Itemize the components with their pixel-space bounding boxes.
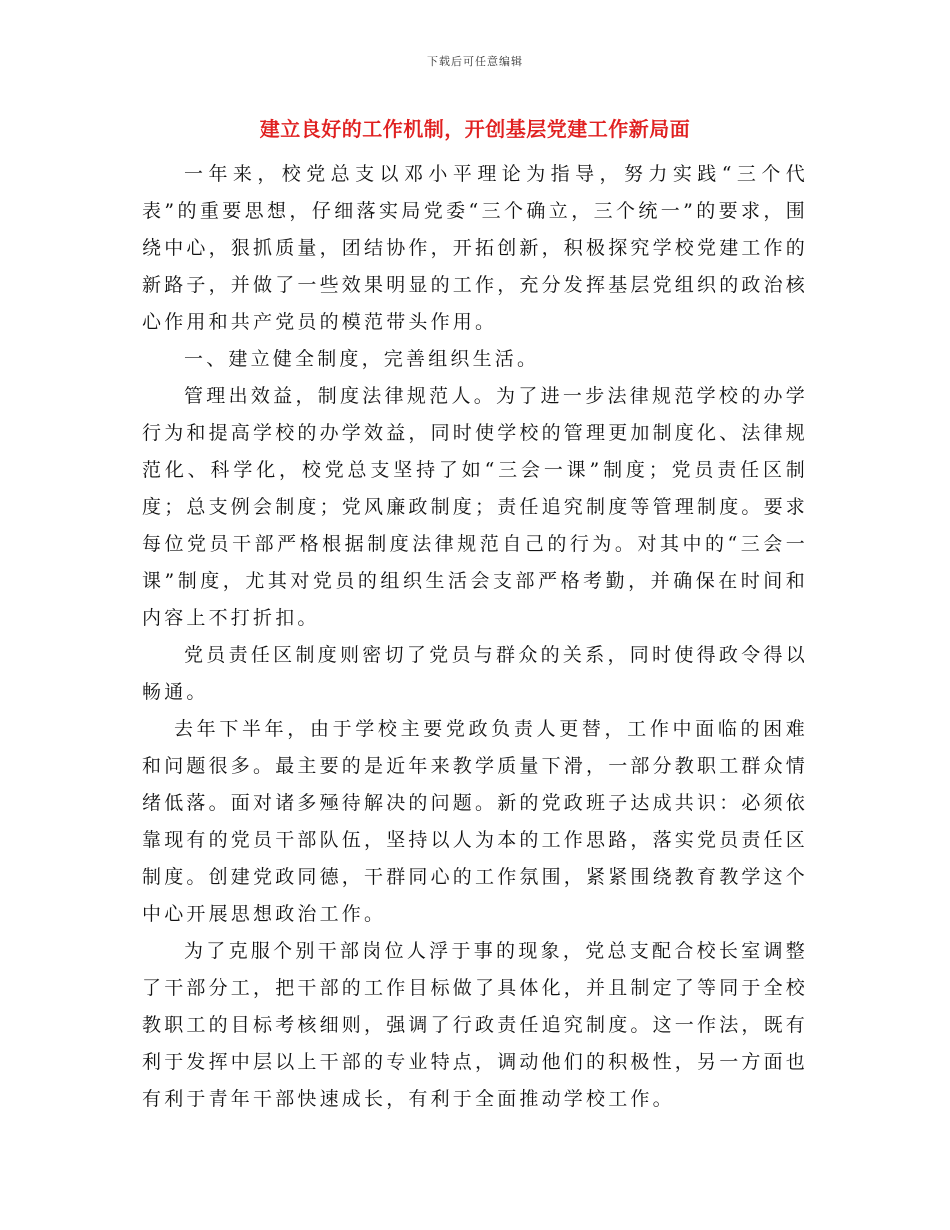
paragraph-responsibility: 党员责任区制度则密切了党员与群众的关系，同时使得政令得以畅通。: [142, 644, 808, 703]
paragraph-management: 管理出效益，制度法律规范人。为了进一步法律规范学校的办学行为和提高学校的办学效益，同时使学校的管理更加制度化、法律规范化、科学化，校党总支坚持了如“三会一课”制度；党员责任区制度；总支例会制度；党风廉政制度；责任追究制度等管理制度。要求每位党员干部严格根据制度法律规范自己的行为。对其中的“三会一课”制度，尤其对党员的组织生活会支部严格考勤，并确保在时间和内容上不打折扣。: [142, 385, 809, 629]
header-note: 下载后可任意编辑: [427, 55, 523, 68]
paragraph-cadre: 为了克服个别干部岗位人浮于事的现象，党总支配合校长室调整了干部分工，把干部的工作目标做了具体化，并且制定了等同于全校教职工的目标考核细则，强调了行政责任追究制度。这一作法，既有利于发挥中层以上干部的专业特点，调动他们的积极性，另一方面也有利于青年干部快速成长，有利于全面推动学校工作。: [142, 940, 809, 1110]
section-heading-1: 一、建立健全制度，完善组织生活。: [184, 348, 540, 370]
paragraph-intro: 一年来，校党总支以邓小平理论为指导，努力实践“三个代表”的重要思想，仔细落实局党委“三个确立，三个统一”的要求，围绕中心，狠抓质量，团结协作，开拓创新，积极探究学校党建工作的新路子，并做了一些效果明显的工作，充分发挥基层党组织的政治核心作用和共产党员的模范带头作用。: [142, 163, 809, 333]
paragraph-last-year: 去年下半年，由于学校主要党政负责人更替，工作中面临的困难和问题很多。最主要的是近年来教学质量下滑，一部分教职工群众情绪低落。面对诸多殛待解决的问题。新的党政班子达成共识：必须依靠现有的党员干部队伍，坚持以人为本的工作思路，落实党员责任区制度。创建党政同德，干群同心的工作氛围，紧紧围绕教育教学这个中心开展思想政治工作。: [142, 718, 809, 925]
document-title: 建立良好的工作机制，开创基层党建工作新局面: [259, 117, 691, 141]
